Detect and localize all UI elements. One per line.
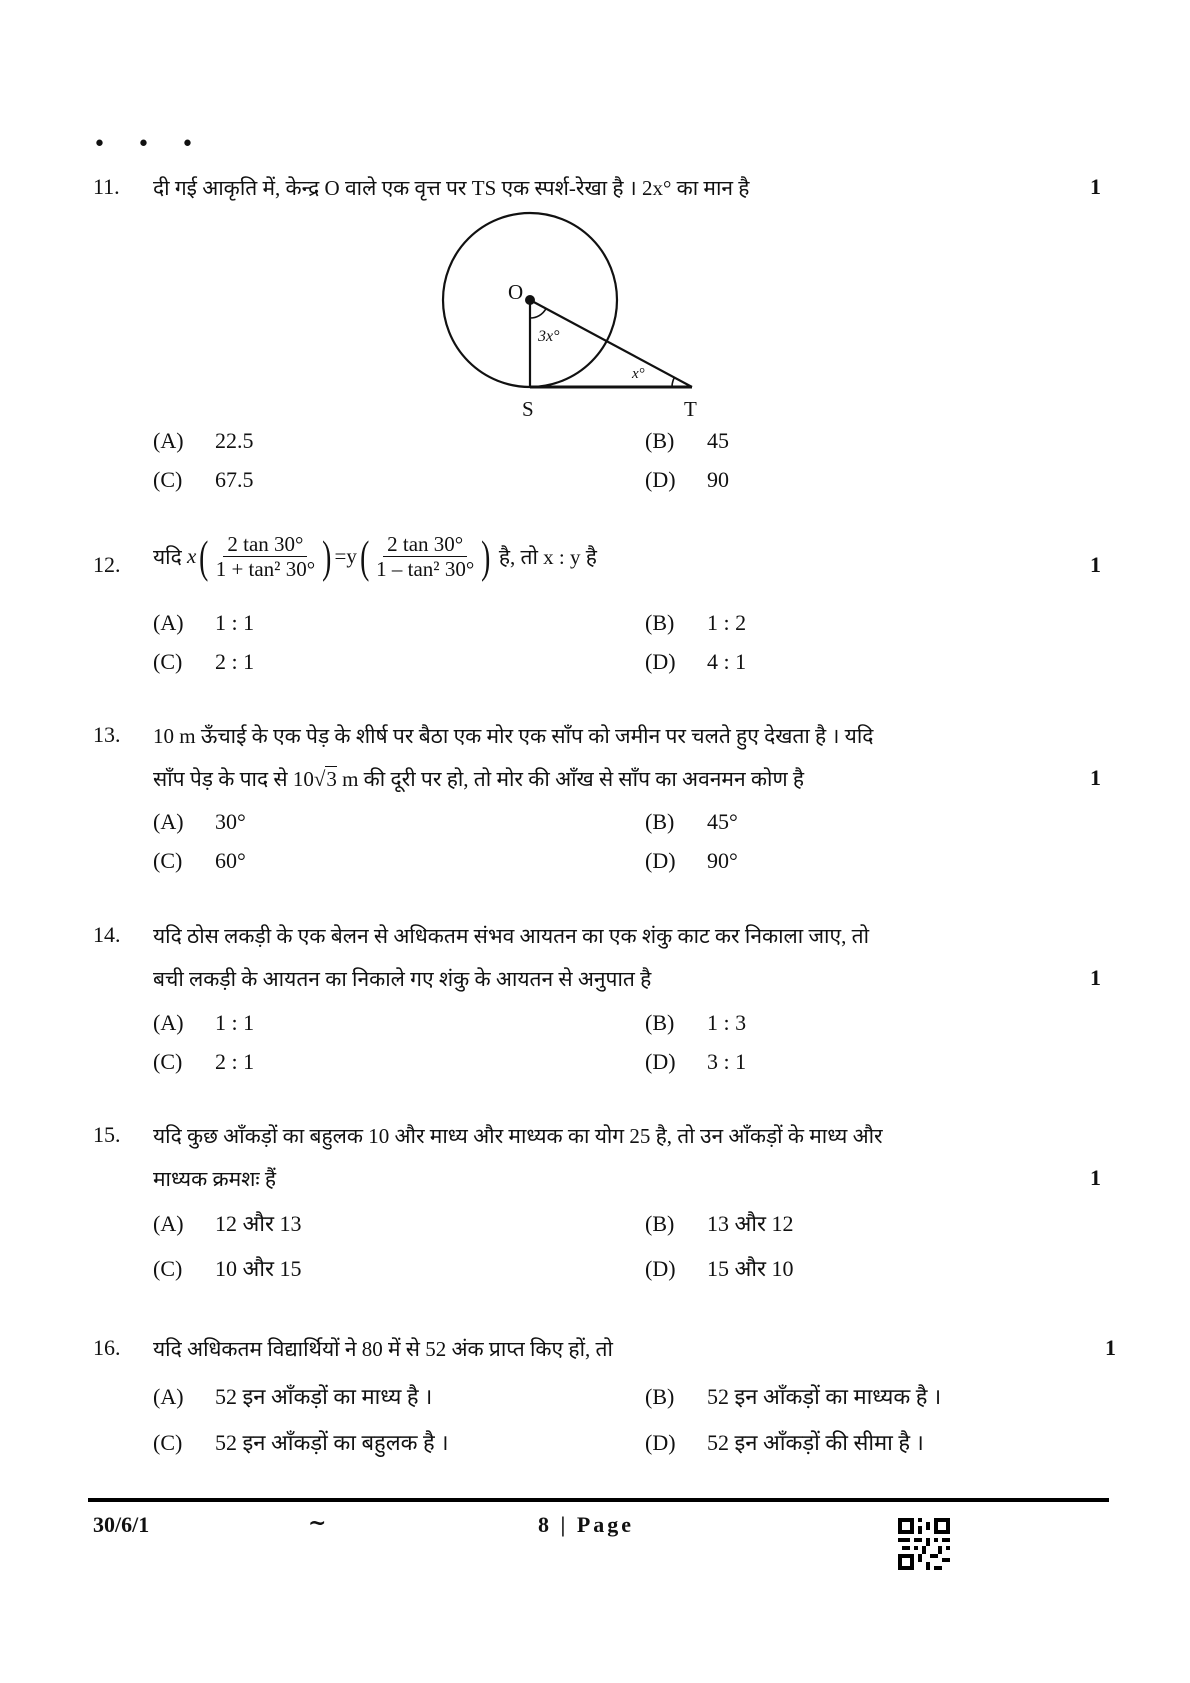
question-marks: 1 — [1090, 765, 1101, 790]
option-b[interactable]: (B) 52 इन आँकड़ों का माध्यक है । — [645, 1384, 942, 1409]
question-number: 14. — [93, 922, 121, 947]
option-c[interactable]: (C) 2 : 1 — [153, 649, 255, 674]
label-point-t: T — [684, 397, 697, 421]
option-b[interactable]: (B) 1 : 3 — [645, 1010, 747, 1035]
fraction-right: $\frac{2 \tan 30^\circ}{\text{1 – tan² 30°}}$ — [376, 531, 475, 581]
question-marks: 1 — [1090, 552, 1101, 577]
question-text-line2: माध्यक क्रमशः हैं — [153, 1167, 277, 1191]
option-d[interactable]: (D) 3 : 1 — [645, 1049, 747, 1074]
paper-code: 30/6/1 — [93, 1512, 150, 1537]
question-text-line1: यदि ठोस लकड़ी के एक बेलन से अधिकतम संभव आयतन का एक शंकु काट कर निकाला जाए, तो — [153, 924, 870, 948]
option-b[interactable]: (B) 1 : 2 — [645, 610, 747, 635]
option-b[interactable]: (B) 45 — [645, 428, 729, 453]
option-d[interactable]: (D) 4 : 1 — [645, 649, 747, 674]
option-d[interactable]: (D) 15 और 10 — [645, 1256, 794, 1281]
option-c[interactable]: (C) 67.5 — [153, 467, 254, 492]
question-number: 12. — [93, 552, 121, 577]
page-number: 8 | Page — [538, 1512, 635, 1537]
circle-tangent-figure — [400, 200, 720, 420]
question-marks: 1 — [1090, 174, 1101, 199]
option-a[interactable]: (A) 1 : 1 — [153, 1010, 255, 1035]
question-number: 15. — [93, 1122, 121, 1147]
option-c[interactable]: (C) 60° — [153, 848, 246, 873]
question-equation: यदि x ( $\frac{2 \tan 30^\circ}{\text{1 + tan² 30°}}$ ) = y ( $\frac{2 \tan 30^\circ}{\text{1 – tan² 30°}}$ ) है, तो x : y है — [153, 531, 597, 582]
fraction-left: $\frac{2 \tan 30^\circ}{\text{1 + tan² 30°}}$ — [215, 531, 316, 581]
option-a[interactable]: (A) 1 : 1 — [153, 610, 255, 635]
qr-code-icon — [898, 1518, 950, 1570]
continuation-bullets: • • • — [93, 132, 206, 157]
label-angle-3x: 3x° — [538, 328, 560, 345]
option-d[interactable]: (D) 90 — [645, 467, 729, 492]
footer-divider — [88, 1498, 1109, 1502]
option-b[interactable]: (B) 45° — [645, 809, 738, 834]
question-number: 11. — [93, 174, 120, 199]
option-a[interactable]: (A) 22.5 — [153, 428, 254, 453]
option-c[interactable]: (C) 52 इन आँकड़ों का बहुलक है । — [153, 1430, 449, 1455]
option-a[interactable]: (A) 30° — [153, 809, 246, 834]
question-text: दी गई आकृति में, केन्द्र O वाले एक वृत्त पर TS एक स्पर्श-रेखा है । 2x° का मान है — [153, 176, 750, 200]
option-d[interactable]: (D) 52 इन आँकड़ों की सीमा है । — [645, 1430, 924, 1455]
option-d[interactable]: (D) 90° — [645, 848, 738, 873]
label-point-s: S — [522, 397, 534, 421]
option-a[interactable]: (A) 12 और 13 — [153, 1211, 302, 1236]
question-number: 16. — [93, 1335, 121, 1360]
footer-tilde: ~ — [308, 1510, 327, 1536]
geometry-diagram-icon — [400, 200, 720, 420]
label-angle-x: x° — [632, 366, 645, 382]
question-text-line2: साँप पेड़ के पाद से 10√3 m की दूरी पर हो, तो मोर की आँख से साँप का अवनमन कोण है — [153, 767, 805, 791]
question-text-line1: 10 m ऊँचाई के एक पेड़ के शीर्ष पर बैठा एक मोर एक साँप को जमीन पर चलते हुए देखता है । यदि — [153, 724, 874, 748]
question-marks: 1 — [1090, 1165, 1101, 1190]
question-marks: 1 — [1105, 1335, 1116, 1360]
question-text-line1: यदि कुछ आँकड़ों का बहुलक 10 और माध्य और माध्यक का योग 25 है, तो उन आँकड़ों के माध्य और — [153, 1124, 883, 1148]
question-number: 13. — [93, 722, 121, 747]
option-a[interactable]: (A) 52 इन आँकड़ों का माध्य है । — [153, 1384, 433, 1409]
label-center-o: O — [508, 280, 524, 304]
question-marks: 1 — [1090, 965, 1101, 990]
question-text-line2: बची लकड़ी के आयतन का निकाले गए शंकु के आयतन से अनुपात है — [153, 967, 652, 991]
option-c[interactable]: (C) 10 और 15 — [153, 1256, 302, 1281]
option-b[interactable]: (B) 13 और 12 — [645, 1211, 794, 1236]
option-c[interactable]: (C) 2 : 1 — [153, 1049, 255, 1074]
question-text: यदि अधिकतम विद्यार्थियों ने 80 में से 52 अंक प्राप्त किए हों, तो — [153, 1337, 613, 1361]
